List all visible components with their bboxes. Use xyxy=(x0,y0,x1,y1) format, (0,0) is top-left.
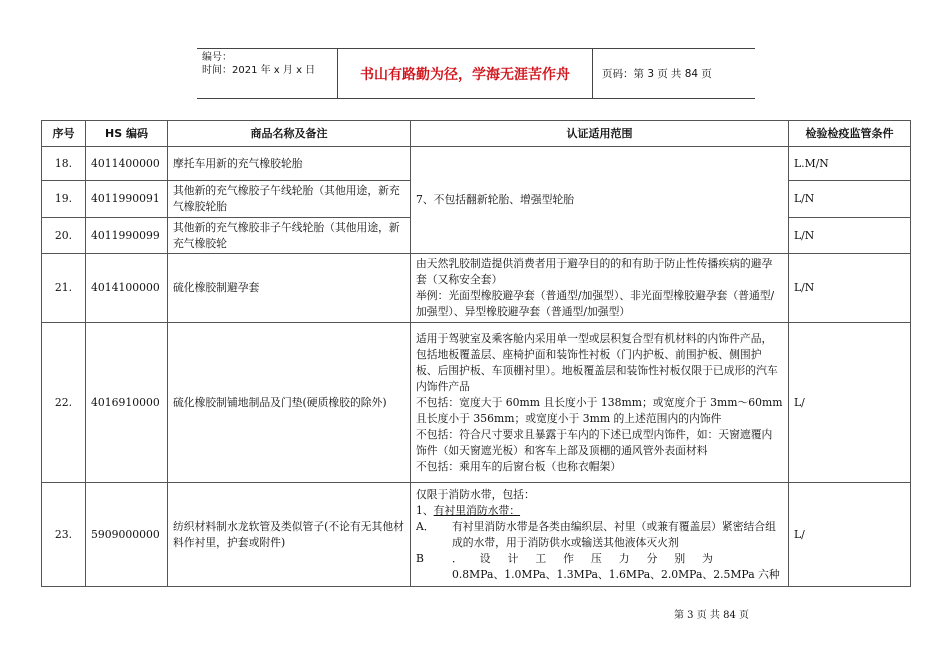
product-table xyxy=(41,120,911,587)
row-no: 19. xyxy=(42,181,86,218)
row-product-name: 其他新的充气橡胶子午线轮胎（其他用途，新充气橡胶轮胎 xyxy=(168,181,411,218)
scope-item-b xyxy=(416,551,783,567)
row-no: 22. xyxy=(42,323,86,483)
col-header-scope: 认证适用范围 xyxy=(411,121,789,147)
row-hs-code: 4016910000 xyxy=(86,323,168,483)
row-hs-code: 4011400000 xyxy=(86,147,168,181)
header-page-info xyxy=(592,49,755,98)
row-scope-condom xyxy=(411,254,789,323)
header-meta xyxy=(197,49,338,98)
time-label: 时间：2021 年 x 月 x 日 xyxy=(202,65,316,76)
row-product-name: 纺织材料制水龙软管及类似管子(不论有无其他材料作衬里，护套或附件) xyxy=(168,483,411,587)
row-condition: L/N xyxy=(789,254,911,323)
scope-text: 不包括：乘用车的后窗台板（也称衣帽架） xyxy=(416,459,622,473)
scope-subheading xyxy=(416,503,783,519)
table-row xyxy=(42,483,911,587)
row-no: 21. xyxy=(42,254,86,323)
row-scope-tires: 7、不包括翻新轮胎、增强型轮胎 xyxy=(411,147,789,254)
scope-item-marker: B xyxy=(416,551,424,565)
page-footer: 第 3 页 共 84 页 xyxy=(674,610,749,621)
table-row xyxy=(42,323,911,483)
col-header-name: 商品名称及备注 xyxy=(168,121,411,147)
row-condition: L/N xyxy=(789,181,911,218)
scope-item-marker: A． xyxy=(416,519,435,533)
col-header-condition: 检验检疫监管条件 xyxy=(789,121,911,147)
scope-text: 由天然乳胶制造提供消费者用于避孕目的的和有助于防止性传播疾病的避孕套（又称安全套） xyxy=(416,257,773,286)
scope-text: 不包括：符合尺寸要求且暴露于车内的下述已成型内饰件，如：天窗遮覆内饰件（如天窗遮光板）和客车上部及顶棚的通风管外表面材料 xyxy=(416,427,773,457)
page-header xyxy=(197,48,755,99)
scope-text: 适用于驾驶室及乘客舱内采用单一型或层积复合型有机材料的内饰件产品，包括地板覆盖层、座椅护面和装饰性衬板（门内护板、前围护板、侧围护板、后围护板、车顶棚衬里）。地板覆盖层和装饰性衬板仅限于已成形的汽车内饰件产品 xyxy=(416,331,778,393)
row-no: 18. xyxy=(42,147,86,181)
scope-item-a xyxy=(416,519,783,551)
row-hs-code: 4014100000 xyxy=(86,254,168,323)
row-condition: L/ xyxy=(789,323,911,483)
row-hs-code: 4011990099 xyxy=(86,218,168,254)
row-no: 20. xyxy=(42,218,86,254)
row-product-name: 硫化橡胶制避孕套 xyxy=(168,254,411,323)
table-row xyxy=(42,147,911,181)
scope-text: 不包括：宽度大于 60mm 且长度小于 138mm；或宽度介于 3mm～60mm 且长度小于 356mm；或宽度小于 3mm 的上述范围内的内饰件 xyxy=(416,395,783,425)
scope-text: 举例：光面型橡胶避孕套（普通型/加强型）、非光面型橡胶避孕套（普通型/加强型）、异型橡胶避孕套（普通型/加强型） xyxy=(416,289,775,318)
scope-text: 0.8MPa、1.0MPa、1.3MPa、1.6MPa、2.0MPa、2.5MPa 六种 xyxy=(452,567,780,581)
scope-item-text: ．设计工作压力分别为 xyxy=(452,551,730,565)
row-product-name: 摩托车用新的充气橡胶轮胎 xyxy=(168,147,411,181)
row-product-name: 其他新的充气橡胶非子午线轮胎（其他用途，新充气橡胶轮 xyxy=(168,218,411,254)
header-page-total: 共 84 页 xyxy=(670,68,712,80)
number-label: 编号： xyxy=(202,52,232,63)
table-row xyxy=(42,254,911,323)
table-header-row xyxy=(42,121,911,147)
col-header-no: 序号 xyxy=(42,121,86,147)
scope-text: 仅限于消防水带，包括： xyxy=(416,487,535,501)
row-hs-code: 4011990091 xyxy=(86,181,168,218)
scope-subheading-text: 有衬里消防水带： xyxy=(433,503,521,517)
scope-subheading-number: 1、 xyxy=(416,503,434,517)
col-header-hs: HS 编码 xyxy=(86,121,168,147)
row-product-name: 硫化橡胶制铺地制品及门垫(硬质橡胶的除外) xyxy=(168,323,411,483)
scope-item-text: 有衬里消防水带是各类由编织层、衬里（或兼有覆盖层）紧密结合组成的水带，用于消防供水或输送其他液体灭火剂 xyxy=(452,519,776,549)
row-scope-floor xyxy=(411,323,789,483)
header-page-label: 页码：第 3 页 xyxy=(602,68,668,80)
row-scope-hose xyxy=(411,483,789,587)
row-hs-code: 5909000000 xyxy=(86,483,168,587)
row-no: 23. xyxy=(42,483,86,587)
header-motto: 书山有路勤为径，学海无涯苦作舟 xyxy=(338,49,593,98)
row-condition: L/N xyxy=(789,218,911,254)
row-condition: L.M/N xyxy=(789,147,911,181)
row-condition: L/ xyxy=(789,483,911,587)
